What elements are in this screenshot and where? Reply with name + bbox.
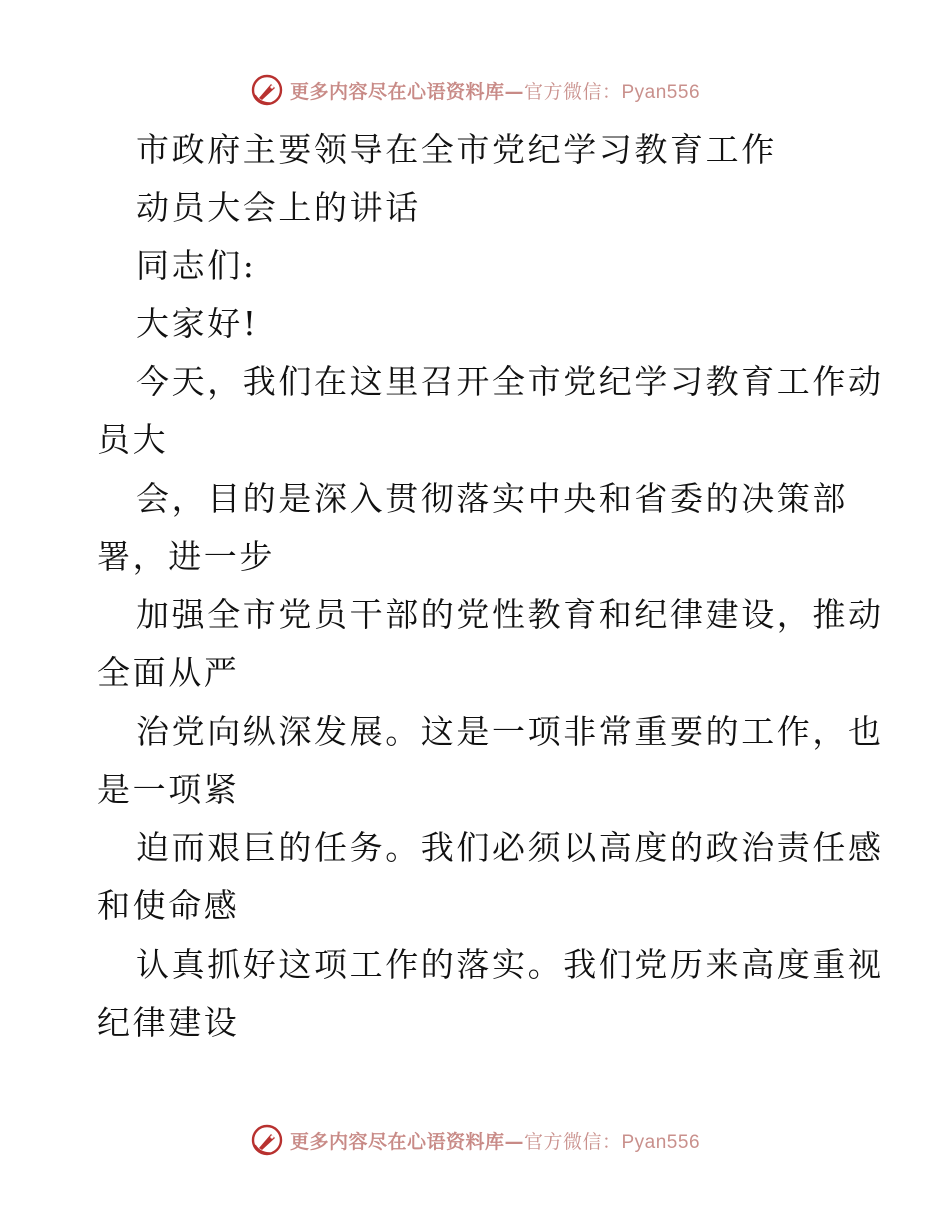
banner-wechat-label: 官方微信： [523, 1130, 622, 1153]
doc-line-4: 大家好! [136, 304, 259, 343]
doc-line-7: 会，目的是深入贯彻落实中央和省委的决策部 [136, 479, 848, 518]
doc-line-13: 迫而艰巨的任务。我们必须以高度的政治责任感 [136, 828, 884, 867]
doc-line-14: 和使命感 [97, 886, 240, 925]
doc-line-12: 是一项紧 [97, 770, 240, 809]
header-banner [0, 70, 950, 110]
doc-line-6: 员大 [97, 420, 169, 459]
doc-line-3: 同志们: [136, 246, 257, 285]
header-banner-content [250, 73, 700, 107]
doc-line-15: 认真抓好这项工作的落实。我们党历来高度重视 [136, 945, 884, 984]
doc-line-5: 今天，我们在这里召开全市党纪学习教育工作动 [136, 362, 884, 401]
doc-line-9: 加强全市党员干部的党性教育和纪律建设，推动 [136, 595, 884, 634]
banner-main-text: 更多内容尽在心语资料库— [289, 1130, 524, 1153]
banner-main-text: 更多内容尽在心语资料库— [289, 80, 524, 103]
footer-banner [0, 1120, 950, 1160]
doc-line-2: 动员大会上的讲话 [136, 188, 421, 227]
banner-text [290, 77, 700, 104]
pen-nib-logo-icon [250, 1123, 284, 1157]
banner-wechat-label: 官方微信： [523, 80, 622, 103]
footer-banner-content [250, 1123, 700, 1157]
doc-line-10: 全面从严 [97, 653, 240, 692]
banner-text [290, 1127, 700, 1154]
doc-line-1: 市政府主要领导在全市党纪学习教育工作 [136, 130, 777, 169]
pen-nib-logo-icon [250, 73, 284, 107]
doc-line-16: 纪律建设 [97, 1003, 240, 1042]
banner-wechat-id: Pyan556 [621, 1131, 701, 1153]
banner-wechat-id: Pyan556 [621, 81, 701, 103]
doc-line-8: 署，进一步 [97, 537, 275, 576]
doc-line-11: 治党向纵深发展。这是一项非常重要的工作，也 [136, 712, 884, 751]
